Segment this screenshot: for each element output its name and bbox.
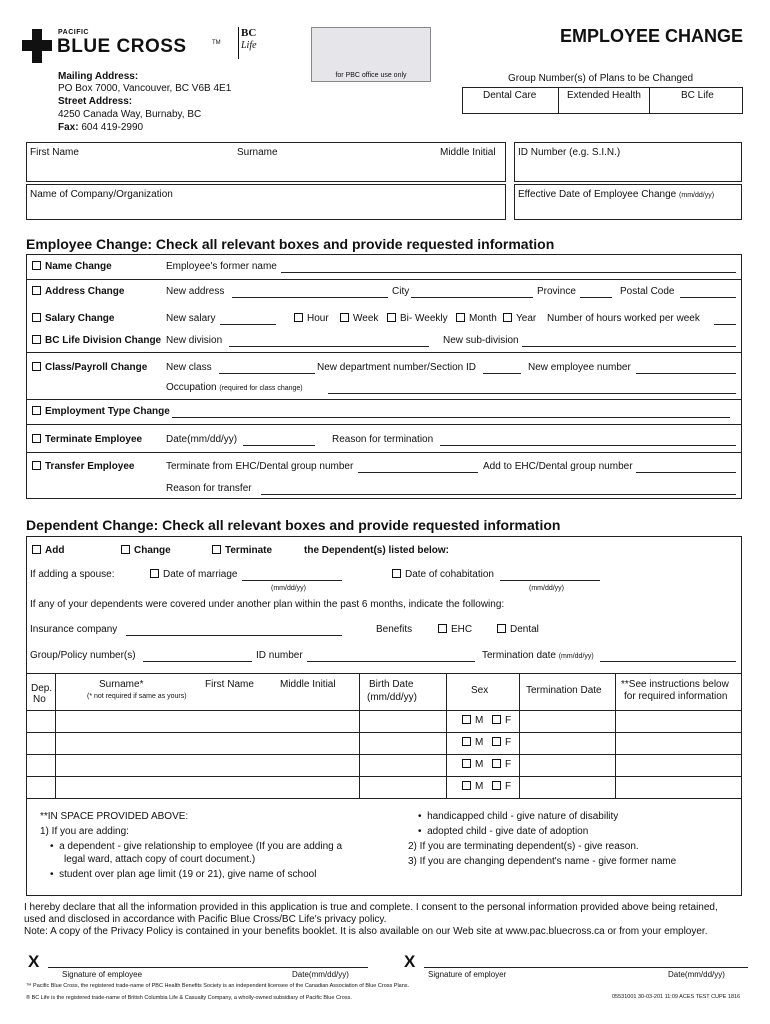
employee-signature-input[interactable] bbox=[48, 967, 368, 968]
dependent-termination-input[interactable] bbox=[600, 661, 736, 662]
checkbox-icon bbox=[462, 759, 471, 768]
change-checkbox[interactable]: Change bbox=[121, 545, 171, 556]
sex-m-checkbox[interactable]: M bbox=[462, 715, 483, 726]
province-input[interactable] bbox=[580, 297, 612, 298]
footer-form-code: 05531001 30-03-201 11:09 ACES TEST CUPE 1816 bbox=[612, 994, 741, 1000]
surname-label: Surname bbox=[237, 147, 278, 158]
sex-m-checkbox[interactable]: M bbox=[462, 781, 483, 792]
logo-tm: TM bbox=[212, 40, 221, 46]
dependent-id-input[interactable] bbox=[307, 661, 475, 662]
footer-trademark-1: ™ Pacific Blue Cross, the registered trade-name of PBC Health Benefits Society is an independent licensee of the Canadian Association of Blue Cross Plans. bbox=[26, 983, 410, 989]
marriage-date-input[interactable] bbox=[242, 580, 342, 581]
dental-checkbox[interactable]: Dental bbox=[497, 624, 539, 635]
group-policy-input[interactable] bbox=[143, 661, 252, 662]
postal-code-input[interactable] bbox=[680, 297, 736, 298]
company-label: Name of Company/Organization bbox=[30, 189, 173, 200]
employer-signature-input[interactable] bbox=[424, 967, 748, 968]
checkbox-icon bbox=[492, 737, 501, 746]
declaration-line-2: used and disclosed in accordance with Pacific Blue Cross/BC Life's privacy policy. bbox=[24, 914, 387, 925]
dep-no-header: No bbox=[33, 694, 46, 705]
surname-note: (* not required if same as yours) bbox=[87, 693, 187, 700]
new-class-input[interactable] bbox=[219, 373, 315, 374]
checkbox-icon bbox=[503, 313, 512, 322]
logo-pacific: PACIFIC bbox=[58, 29, 89, 36]
dependent-termination-label: Termination date (mm/dd/yy) bbox=[482, 650, 594, 661]
bc-life-label: BC Life bbox=[681, 90, 714, 101]
address-change-checkbox[interactable]: Address Change bbox=[32, 286, 124, 297]
checkbox-icon bbox=[32, 545, 41, 554]
instructions-title: **IN SPACE PROVIDED ABOVE: bbox=[40, 811, 189, 822]
occupation-label: Occupation (required for class change) bbox=[166, 382, 303, 393]
bc-life-logo: BC Life bbox=[238, 27, 260, 59]
employee-change-heading: Employee Change: Check all relevant boxes and provide requested information bbox=[26, 236, 555, 252]
middle-initial-label: Middle Initial bbox=[440, 147, 496, 158]
checkbox-icon bbox=[150, 569, 159, 578]
new-employee-number-input[interactable] bbox=[636, 373, 736, 374]
instruction-bullet-1: • a dependent - give relationship to employee (If you are adding a bbox=[50, 841, 343, 852]
surname-header: Surname* bbox=[99, 679, 144, 690]
checkbox-icon bbox=[32, 335, 41, 344]
dependent-id-label: ID number bbox=[256, 650, 303, 661]
cohabitation-date-checkbox[interactable]: Date of cohabitation bbox=[392, 569, 494, 580]
logo-name: BLUE CROSS bbox=[57, 36, 187, 57]
divider bbox=[26, 452, 742, 453]
office-use-label: for PBC office use only bbox=[335, 72, 407, 79]
new-salary-label: New salary bbox=[166, 313, 216, 324]
terminate-employee-checkbox[interactable]: Terminate Employee bbox=[32, 434, 142, 445]
new-subdivision-label: New sub-division bbox=[443, 335, 519, 346]
effective-date-label: Effective Date of Employee Change (mm/dd/yy) bbox=[518, 189, 715, 200]
add-to-input[interactable] bbox=[636, 472, 736, 473]
termination-date-input[interactable] bbox=[243, 445, 315, 446]
new-class-label: New class bbox=[166, 362, 212, 373]
terminate-from-input[interactable] bbox=[358, 472, 478, 473]
checkbox-icon bbox=[462, 781, 471, 790]
signature-x-employer: X bbox=[404, 952, 416, 971]
hour-checkbox[interactable]: Hour bbox=[294, 313, 329, 324]
new-department-label: New department number/Section ID bbox=[317, 362, 476, 373]
checkbox-icon bbox=[462, 715, 471, 724]
week-checkbox[interactable]: Week bbox=[340, 313, 378, 324]
first-name-label: First Name bbox=[30, 147, 79, 158]
province-label: Province bbox=[537, 286, 576, 297]
id-number-field[interactable] bbox=[514, 142, 742, 182]
sex-f-checkbox[interactable]: F bbox=[492, 781, 511, 792]
checkbox-icon bbox=[462, 737, 471, 746]
occupation-input[interactable] bbox=[328, 393, 736, 394]
instruction-bullet-1b: legal ward, attach copy of court document.) bbox=[64, 854, 256, 865]
year-checkbox[interactable]: Year bbox=[503, 313, 536, 324]
city-label: City bbox=[392, 286, 410, 297]
first-name-header: First Name bbox=[205, 679, 254, 690]
dependents-table bbox=[26, 673, 742, 799]
dependent-change-heading: Dependent Change: Check all relevant boxes and provide requested information bbox=[26, 517, 561, 533]
hours-worked-label: Number of hours worked per week bbox=[547, 313, 700, 324]
employer-date-label: Date(mm/dd/yy) bbox=[668, 970, 725, 979]
fax-line: Fax: 604 419-2990 bbox=[58, 122, 144, 133]
checkbox-icon bbox=[32, 286, 41, 295]
middle-initial-header: Middle Initial bbox=[280, 679, 336, 690]
termination-date-header: Termination Date bbox=[526, 685, 602, 696]
checkbox-icon bbox=[456, 313, 465, 322]
group-header: Group Number(s) of Plans to be Changed bbox=[508, 73, 694, 84]
instruction-bullet-3: • handicapped child - give nature of disability bbox=[418, 811, 619, 822]
footer-trademark-2: ® BC Life is the registered trade-name of British Columbia Life & Casualty Company, a wholly-owned subsidiary of Pacific Blue Cross. bbox=[26, 995, 352, 1001]
checkbox-icon bbox=[497, 624, 506, 633]
group-numbers-box[interactable] bbox=[462, 87, 743, 114]
street-address: 4250 Canada Way, Burnaby, BC bbox=[58, 109, 202, 120]
sex-header: Sex bbox=[471, 685, 489, 696]
employer-signature-label: Signature of employer bbox=[428, 970, 507, 979]
sex-m-checkbox[interactable]: M bbox=[462, 759, 483, 770]
termination-reason-input[interactable] bbox=[440, 445, 736, 446]
sex-f-checkbox[interactable]: F bbox=[492, 715, 511, 726]
sex-f-checkbox[interactable]: F bbox=[492, 737, 511, 748]
transfer-reason-input[interactable] bbox=[261, 494, 736, 495]
salary-change-checkbox[interactable]: Salary Change bbox=[32, 313, 114, 324]
birth-date-header: Birth Date bbox=[369, 679, 414, 690]
divider bbox=[26, 352, 742, 353]
declaration-line-1: I hereby declare that all the information provided in this application is true and complete. I consent to the personal information provided above being retained, bbox=[24, 902, 718, 913]
marriage-date-format: (mm/dd/yy) bbox=[271, 585, 306, 592]
street-label: Street Address: bbox=[58, 96, 133, 107]
instruction-3: 3) If you are changing dependent's name - give former name bbox=[408, 856, 677, 867]
employment-type-input[interactable] bbox=[172, 417, 730, 418]
checkbox-icon bbox=[392, 569, 401, 578]
marriage-date-checkbox[interactable]: Date of marriage bbox=[150, 569, 237, 580]
checkbox-icon bbox=[492, 715, 501, 724]
bc-life-division-checkbox[interactable]: BC Life Division Change bbox=[32, 335, 161, 346]
cohabitation-date-format: (mm/dd/yy) bbox=[529, 585, 564, 592]
new-department-input[interactable] bbox=[483, 373, 521, 374]
new-salary-input[interactable] bbox=[220, 324, 276, 325]
terminate-checkbox[interactable]: Terminate bbox=[212, 545, 272, 556]
covered-label: If any of your dependents were covered under another plan within the past 6 months, indicate the following: bbox=[30, 599, 505, 610]
instruction-2: 2) If you are terminating dependent(s) - give reason. bbox=[408, 841, 639, 852]
transfer-employee-checkbox[interactable]: Transfer Employee bbox=[32, 461, 134, 472]
ehc-checkbox[interactable]: EHC bbox=[438, 624, 472, 635]
biweekly-checkbox[interactable]: Bi- Weekly bbox=[387, 313, 448, 324]
cohabitation-date-input[interactable] bbox=[500, 580, 600, 581]
checkbox-icon bbox=[294, 313, 303, 322]
new-division-input[interactable] bbox=[229, 346, 429, 347]
checkbox-icon bbox=[32, 434, 41, 443]
group-policy-label: Group/Policy number(s) bbox=[30, 650, 136, 661]
hours-worked-input[interactable] bbox=[714, 324, 736, 325]
checkbox-icon bbox=[32, 461, 41, 470]
checkbox-icon bbox=[32, 362, 41, 371]
checkbox-icon bbox=[32, 313, 41, 322]
name-box[interactable] bbox=[26, 142, 506, 182]
sex-m-checkbox[interactable]: M bbox=[462, 737, 483, 748]
city-input[interactable] bbox=[411, 297, 533, 298]
divider bbox=[26, 424, 742, 425]
spouse-label: If adding a spouse: bbox=[30, 569, 115, 580]
signature-x-employee: X bbox=[28, 952, 40, 971]
listed-below-label: the Dependent(s) listed below: bbox=[304, 545, 450, 556]
insurance-company-label: Insurance company bbox=[30, 624, 118, 635]
class-payroll-checkbox[interactable]: Class/Payroll Change bbox=[32, 362, 147, 373]
employee-date-label: Date(mm/dd/yy) bbox=[292, 970, 349, 979]
employment-type-checkbox[interactable]: Employment Type Change bbox=[32, 406, 170, 417]
former-name-label: Employee's former name bbox=[166, 261, 277, 272]
divider bbox=[26, 279, 742, 280]
termination-reason-label: Reason for termination bbox=[332, 434, 434, 445]
checkbox-icon bbox=[32, 406, 41, 415]
id-number-label: ID Number (e.g. S.I.N.) bbox=[518, 147, 621, 158]
instructions-header-2: for required information bbox=[624, 691, 728, 702]
checkbox-icon bbox=[387, 313, 396, 322]
new-address-input[interactable] bbox=[232, 297, 388, 298]
new-address-label: New address bbox=[166, 286, 225, 297]
dep-header: Dep. bbox=[31, 683, 53, 694]
new-division-label: New division bbox=[166, 335, 223, 346]
cross-logo-icon bbox=[22, 29, 52, 63]
page-title: EMPLOYEE CHANGE bbox=[560, 26, 744, 46]
birth-date-format: (mm/dd/yy) bbox=[367, 692, 417, 703]
instruction-bullet-2: • student over plan age limit (19 or 21), give name of school bbox=[50, 869, 317, 880]
name-change-checkbox[interactable]: Name Change bbox=[32, 261, 112, 272]
mailing-label: Mailing Address: bbox=[58, 71, 139, 82]
benefits-label: Benefits bbox=[376, 624, 413, 635]
employee-signature-label: Signature of employee bbox=[62, 970, 143, 979]
former-name-input[interactable] bbox=[281, 272, 736, 273]
declaration-line-3: Note: A copy of the Privacy Policy is contained in your benefits booklet. It is also available on our Web site at www.pac.bluecross.ca or from your employer. bbox=[24, 926, 708, 937]
instructions-adding: 1) If you are adding: bbox=[40, 826, 129, 837]
checkbox-icon bbox=[438, 624, 447, 633]
sex-f-checkbox[interactable]: F bbox=[492, 759, 511, 770]
new-employee-number-label: New employee number bbox=[528, 362, 631, 373]
checkbox-icon bbox=[340, 313, 349, 322]
add-checkbox[interactable]: Add bbox=[32, 545, 64, 556]
divider bbox=[26, 399, 742, 400]
checkbox-icon bbox=[212, 545, 221, 554]
termination-date-label: Date(mm/dd/yy) bbox=[166, 434, 238, 445]
insurance-company-input[interactable] bbox=[126, 635, 342, 636]
checkbox-icon bbox=[121, 545, 130, 554]
terminate-from-label: Terminate from EHC/Dental group number bbox=[166, 461, 354, 472]
company-field[interactable] bbox=[26, 184, 506, 220]
transfer-reason-label: Reason for transfer bbox=[166, 483, 252, 494]
postal-code-label: Postal Code bbox=[620, 286, 675, 297]
mailing-address: PO Box 7000, Vancouver, BC V6B 4E1 bbox=[58, 83, 232, 94]
checkbox-icon bbox=[492, 759, 501, 768]
month-checkbox[interactable]: Month bbox=[456, 313, 497, 324]
checkbox-icon bbox=[32, 261, 41, 270]
add-to-label: Add to EHC/Dental group number bbox=[483, 461, 633, 472]
checkbox-icon bbox=[492, 781, 501, 790]
new-subdivision-input[interactable] bbox=[522, 346, 736, 347]
instruction-bullet-4: • adopted child - give date of adoption bbox=[418, 826, 589, 837]
instructions-header: **See instructions below bbox=[621, 679, 729, 690]
dental-care-label: Dental Care bbox=[483, 90, 537, 101]
extended-health-label: Extended Health bbox=[567, 90, 641, 101]
effective-date-field[interactable] bbox=[514, 184, 742, 220]
